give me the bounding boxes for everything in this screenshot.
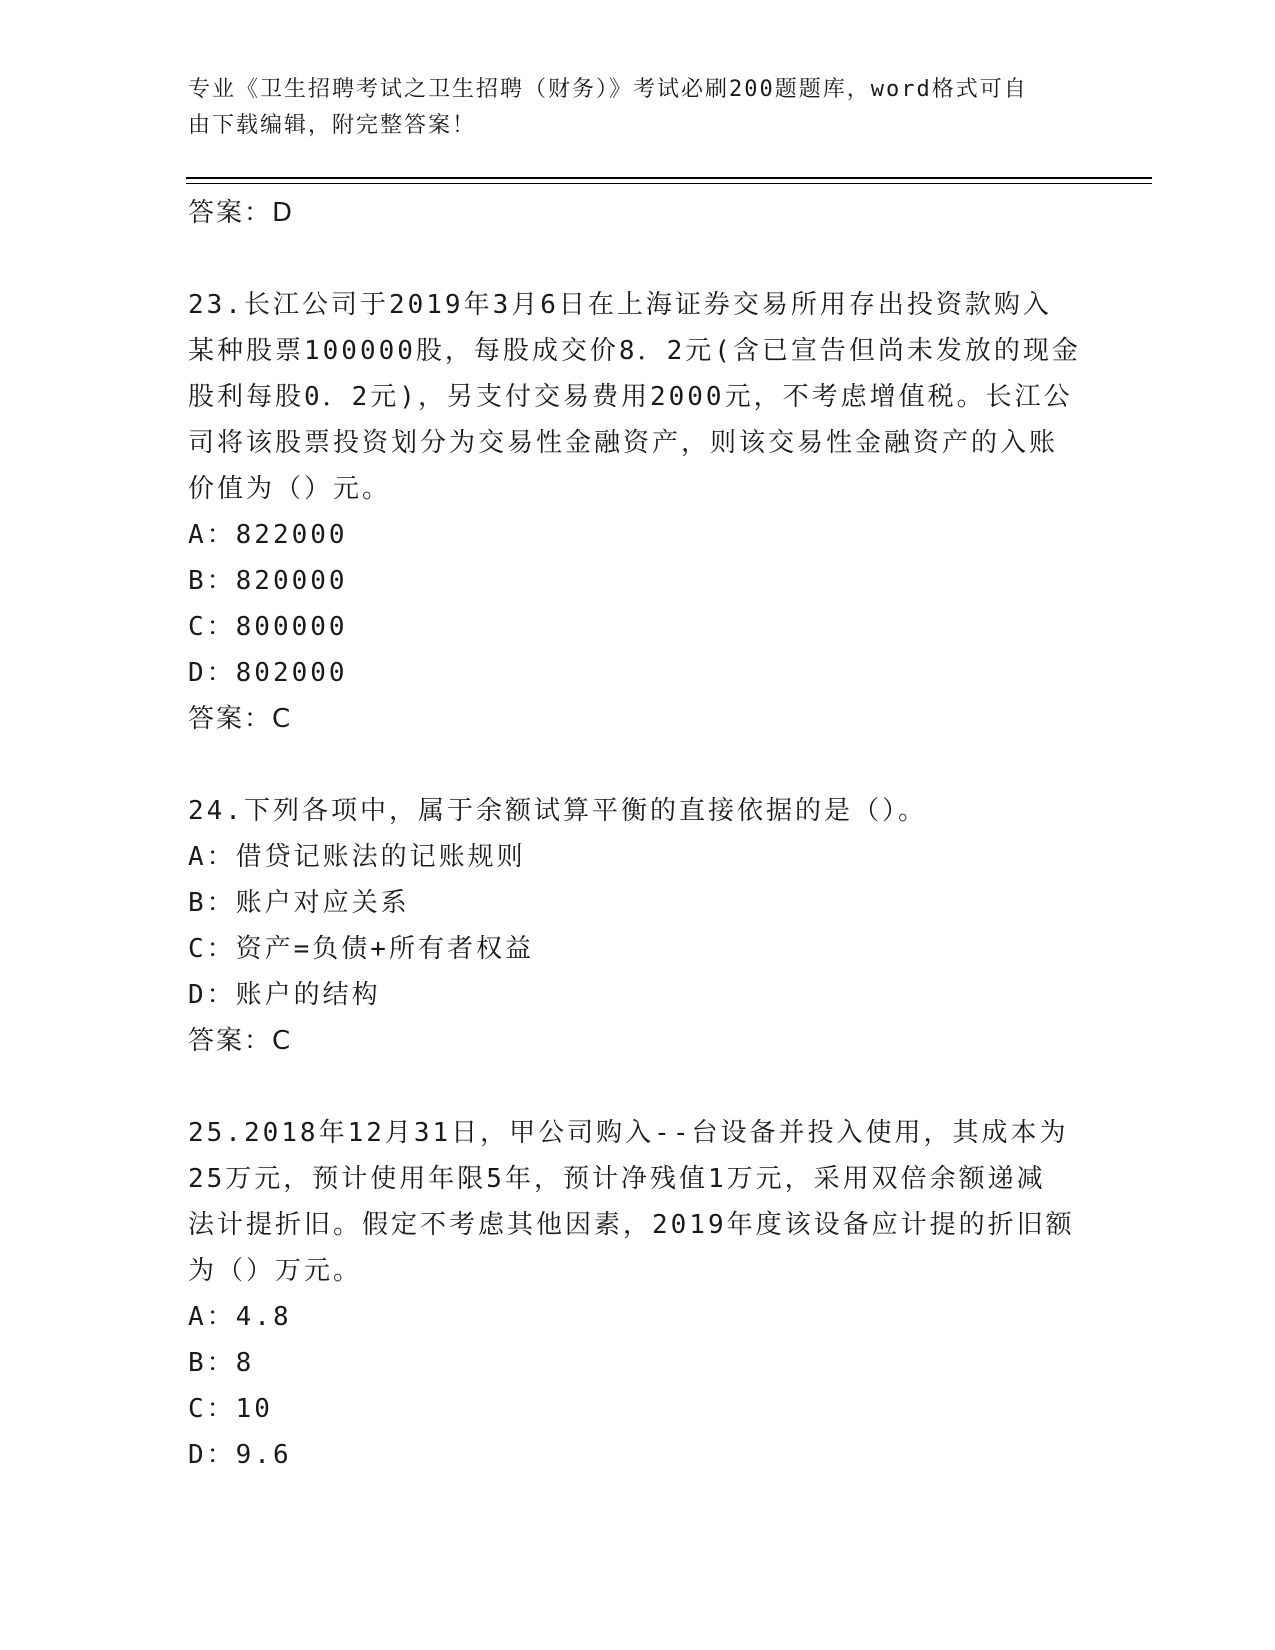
answer: 答案：C xyxy=(188,1026,293,1056)
option-c: C：800000 xyxy=(188,612,348,642)
option-d: D：802000 xyxy=(188,658,348,688)
document-header xyxy=(188,72,1068,144)
question-text-line: 24.下列各项中，属于余额试算平衡的直接依据的是（）。 xyxy=(188,796,927,826)
answer: 答案：C xyxy=(188,704,293,734)
option-a: A：822000 xyxy=(188,520,348,550)
question-25 xyxy=(188,1110,1088,1478)
option-d: D：9.6 xyxy=(188,1440,292,1470)
question-text-line: 法计提折旧。假定不考虑其他因素，2019年度该设备应计提的折旧额 xyxy=(188,1210,1075,1240)
option-a: A：借贷记账法的记账规则 xyxy=(188,842,526,872)
header-line-2: 由下载编辑，附完整答案！ xyxy=(188,113,477,138)
question-text-line: 价值为（）元。 xyxy=(188,474,392,504)
option-b: B：820000 xyxy=(188,566,348,596)
question-text-line: 司将该股票投资划分为交易性金融资产，则该交易性金融资产的入账 xyxy=(188,428,1059,458)
option-d: D：账户的结构 xyxy=(188,980,381,1010)
option-c: C：资产=负债+所有者权益 xyxy=(188,934,534,964)
header-rule-thin xyxy=(186,183,1152,184)
question-text-line: 为（）万元。 xyxy=(188,1256,363,1286)
header-line-1: 专业《卫生招聘考试之卫生招聘（财务）》考试必刷200题题库，word格式可自 xyxy=(188,77,1028,102)
option-a: A：4.8 xyxy=(188,1302,292,1332)
option-b: B：8 xyxy=(188,1348,255,1378)
question-text-line: 23.长江公司于2019年3月6日在上海证券交易所用存出投资款购入 xyxy=(188,290,1052,320)
question-24 xyxy=(188,788,1088,1064)
option-c: C：10 xyxy=(188,1394,273,1424)
question-text-line: 某种股票100000股，每股成交价8．2元(含已宣告但尚未发放的现金 xyxy=(188,336,1081,366)
option-b: B：账户对应关系 xyxy=(188,888,410,918)
document-body xyxy=(188,190,1088,1478)
header-rule-thick xyxy=(186,177,1152,179)
question-text-line: 25.2018年12月31日，甲公司购入--台设备并投入使用，其成本为 xyxy=(188,1118,1069,1148)
question-text-line: 25万元，预计使用年限5年，预计净残值1万元，采用双倍余额递减 xyxy=(188,1164,1046,1194)
question-23 xyxy=(188,282,1088,742)
previous-answer: 答案：D xyxy=(188,198,295,228)
question-text-line: 股利每股0．2元)，另支付交易费用2000元，不考虑增值税。长江公 xyxy=(188,382,1073,412)
